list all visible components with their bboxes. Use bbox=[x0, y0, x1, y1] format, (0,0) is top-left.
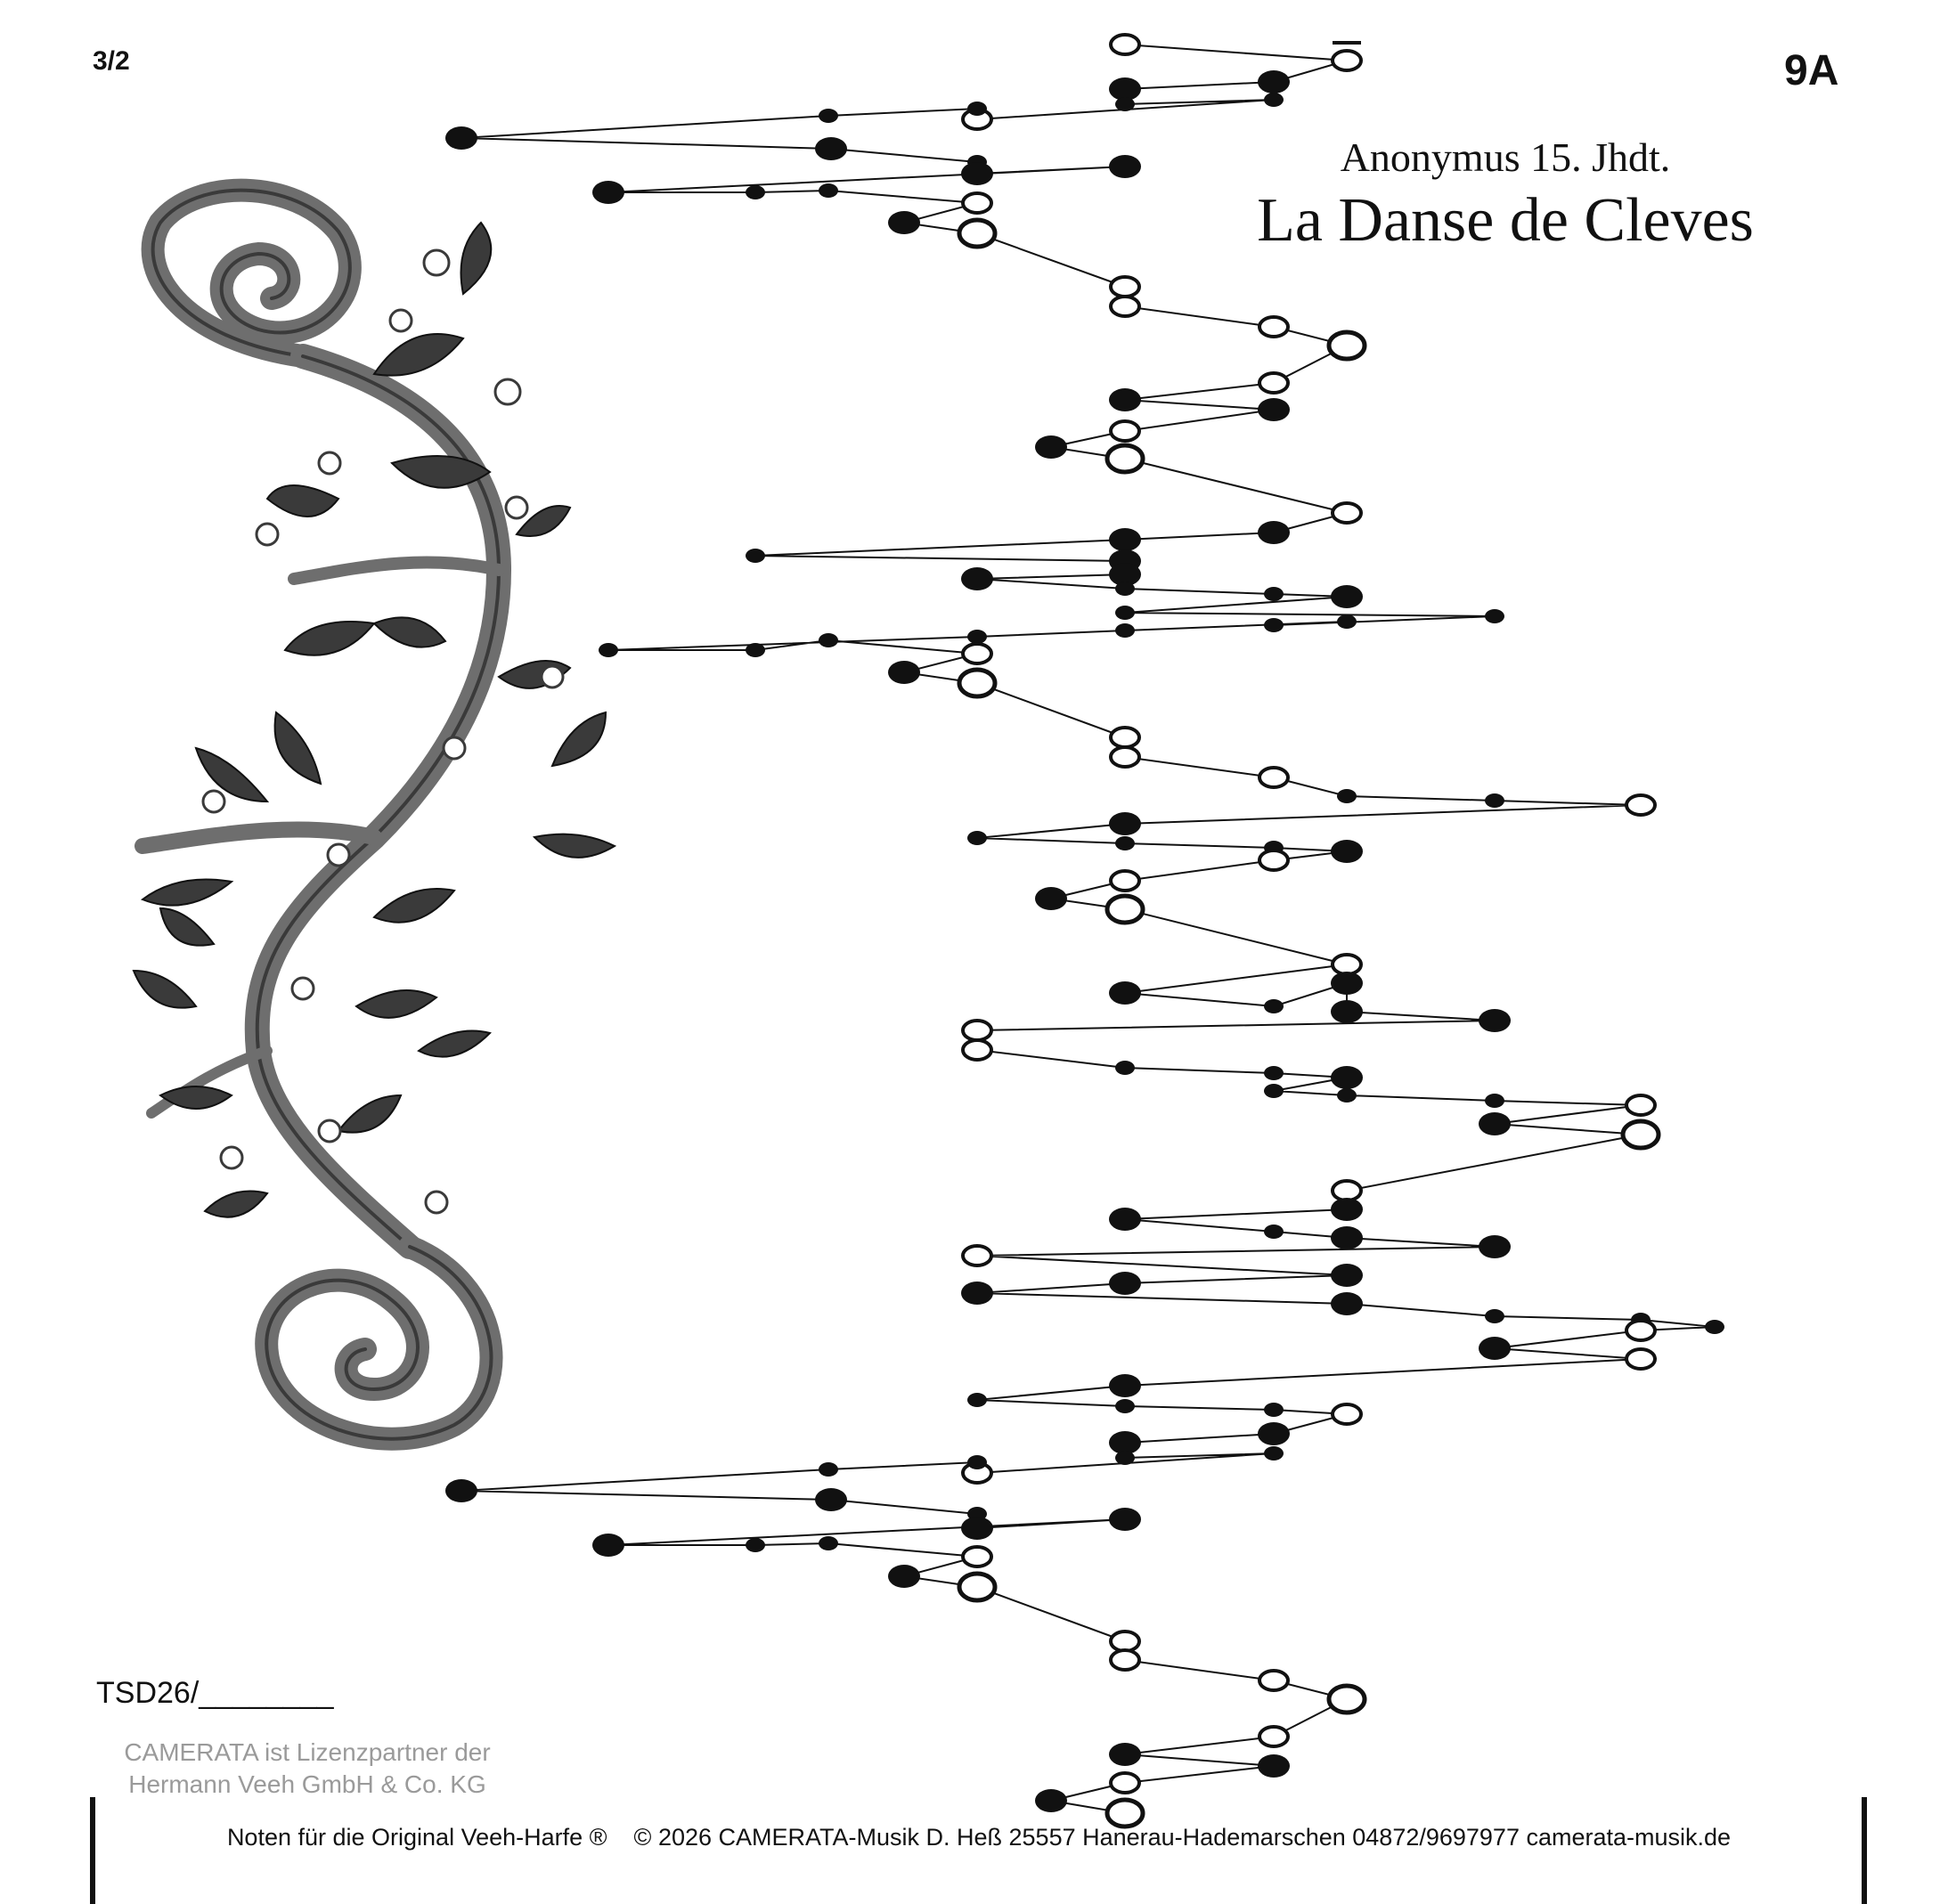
note-head bbox=[1264, 587, 1284, 601]
license-notice bbox=[98, 1737, 517, 1801]
note-head bbox=[1259, 768, 1288, 787]
note-head bbox=[1107, 1800, 1143, 1827]
catalog-number: TSD26/________ bbox=[96, 1676, 334, 1710]
note-head bbox=[819, 633, 838, 647]
note-head bbox=[959, 220, 995, 247]
note-head bbox=[1337, 1088, 1357, 1103]
note-head bbox=[1331, 972, 1363, 995]
note-head bbox=[963, 1040, 991, 1060]
note-head bbox=[1111, 1650, 1139, 1670]
note-head bbox=[1115, 606, 1135, 620]
note-head bbox=[1479, 1009, 1511, 1032]
note-head bbox=[1331, 1264, 1363, 1287]
note-head bbox=[1109, 388, 1141, 411]
note-head bbox=[746, 643, 765, 657]
note-head bbox=[1115, 582, 1135, 596]
note-head bbox=[1264, 999, 1284, 1013]
note-head bbox=[1337, 789, 1357, 803]
note-head bbox=[1258, 398, 1290, 421]
note-head bbox=[1111, 297, 1139, 316]
note-head bbox=[1337, 614, 1357, 629]
note-head bbox=[1329, 332, 1365, 359]
note-head bbox=[1485, 793, 1504, 808]
note-head bbox=[1626, 1095, 1655, 1115]
note-head bbox=[445, 126, 477, 150]
note-head bbox=[967, 630, 987, 644]
note-head bbox=[888, 1565, 920, 1588]
note-head bbox=[1109, 1208, 1141, 1231]
note-head bbox=[967, 102, 987, 116]
note-head bbox=[963, 1021, 991, 1040]
note-head bbox=[819, 109, 838, 123]
note-head bbox=[1109, 155, 1141, 178]
note-head bbox=[1109, 812, 1141, 835]
note-head bbox=[445, 1479, 477, 1502]
note-head bbox=[1331, 585, 1363, 608]
note-head bbox=[1109, 528, 1141, 551]
note-head bbox=[1259, 1671, 1288, 1690]
note-head bbox=[1485, 1094, 1504, 1108]
note-head bbox=[1111, 1773, 1139, 1793]
note-head bbox=[1115, 97, 1135, 111]
note-head bbox=[1264, 1225, 1284, 1239]
note-head bbox=[1705, 1320, 1724, 1334]
note-head bbox=[1264, 93, 1284, 107]
note-head bbox=[961, 567, 993, 590]
note-head bbox=[1331, 1000, 1363, 1023]
note-head bbox=[1623, 1121, 1659, 1148]
note-head bbox=[1333, 1404, 1361, 1424]
note-head bbox=[1035, 887, 1067, 910]
note-head bbox=[967, 1393, 987, 1407]
note-head bbox=[1259, 1727, 1288, 1746]
note-head bbox=[1333, 955, 1361, 974]
note-head bbox=[1479, 1112, 1511, 1135]
note-head bbox=[1626, 1349, 1655, 1369]
note-head bbox=[1333, 1181, 1361, 1200]
note-head bbox=[1115, 1399, 1135, 1413]
note-head bbox=[1111, 421, 1139, 441]
note-head bbox=[819, 1536, 838, 1550]
note-head bbox=[1333, 51, 1361, 70]
note-head bbox=[1264, 1403, 1284, 1417]
note-head bbox=[1264, 1446, 1284, 1461]
rest-marker bbox=[1333, 41, 1361, 45]
note-head bbox=[888, 211, 920, 234]
note-head bbox=[967, 1455, 987, 1469]
note-head bbox=[1115, 623, 1135, 638]
note-head bbox=[1109, 1272, 1141, 1295]
note-head bbox=[1107, 445, 1143, 472]
note-head bbox=[1258, 521, 1290, 544]
note-head bbox=[1035, 435, 1067, 459]
note-head bbox=[1258, 1754, 1290, 1778]
note-head bbox=[1264, 618, 1284, 632]
license-line-2: Hermann Veeh GmbH & Co. KG bbox=[128, 1770, 486, 1798]
note-head bbox=[592, 1534, 624, 1557]
note-head bbox=[1331, 1292, 1363, 1315]
note-head bbox=[815, 137, 847, 160]
composer-label: Anonymus 15. Jhdt. bbox=[1340, 134, 1671, 180]
note-head bbox=[963, 193, 991, 213]
note-head bbox=[1109, 1508, 1141, 1531]
note-head bbox=[1329, 1686, 1365, 1713]
publisher-footer: Noten für die Original Veeh-Harfe ® © 2026 CAMERATA-Musik D. Heß 25557 Hanerau-Hademarschen 04872/9697977 camerata-musik.de bbox=[226, 1824, 1732, 1851]
note-head bbox=[1626, 1321, 1655, 1340]
note-head bbox=[967, 831, 987, 845]
note-head bbox=[961, 1517, 993, 1540]
note-head bbox=[1259, 850, 1288, 870]
note-head bbox=[1331, 1198, 1363, 1221]
note-head bbox=[1115, 1061, 1135, 1075]
note-head bbox=[819, 183, 838, 198]
note-connector-line bbox=[461, 45, 1715, 1813]
note-head bbox=[1333, 503, 1361, 523]
note-head bbox=[1259, 317, 1288, 337]
note-head bbox=[1111, 1631, 1139, 1651]
note-head bbox=[1331, 1066, 1363, 1089]
note-head bbox=[961, 162, 993, 185]
note-head bbox=[1626, 795, 1655, 815]
note-head bbox=[1264, 1084, 1284, 1098]
note-head bbox=[1258, 1422, 1290, 1445]
note-head bbox=[963, 1246, 991, 1265]
note-head bbox=[1111, 277, 1139, 297]
note-head bbox=[1107, 896, 1143, 923]
note-head bbox=[1258, 70, 1290, 94]
note-head bbox=[815, 1488, 847, 1511]
note-head bbox=[1479, 1235, 1511, 1258]
note-head bbox=[1264, 1066, 1284, 1080]
note-head bbox=[963, 644, 991, 663]
license-line-1: CAMERATA ist Lizenzpartner der bbox=[124, 1738, 491, 1766]
sheet-number: 9A bbox=[1784, 47, 1839, 94]
note-head bbox=[599, 643, 618, 657]
note-head bbox=[592, 181, 624, 204]
note-head bbox=[888, 661, 920, 684]
note-head bbox=[1111, 728, 1139, 747]
note-head bbox=[1111, 747, 1139, 767]
note-head bbox=[1111, 871, 1139, 891]
note-head bbox=[959, 670, 995, 696]
note-head bbox=[1259, 373, 1288, 393]
note-head bbox=[1331, 1226, 1363, 1249]
note-head bbox=[961, 1282, 993, 1305]
note-head bbox=[746, 549, 765, 563]
note-head bbox=[1109, 1374, 1141, 1397]
piece-title: La Danse de Cleves bbox=[1257, 186, 1754, 255]
note-head bbox=[1115, 1451, 1135, 1465]
note-head bbox=[1331, 840, 1363, 863]
note-head bbox=[1109, 1743, 1141, 1766]
note-head bbox=[1035, 1789, 1067, 1812]
note-head bbox=[1479, 1337, 1511, 1360]
meter-label: 3/2 bbox=[93, 46, 130, 76]
note-head bbox=[1109, 981, 1141, 1005]
note-head bbox=[1485, 1309, 1504, 1323]
note-head bbox=[1485, 609, 1504, 623]
note-head bbox=[963, 1547, 991, 1566]
note-head bbox=[746, 185, 765, 199]
note-head bbox=[1111, 35, 1139, 54]
note-head bbox=[1115, 836, 1135, 850]
note-head bbox=[959, 1574, 995, 1600]
note-head bbox=[746, 1538, 765, 1552]
note-head bbox=[819, 1462, 838, 1477]
